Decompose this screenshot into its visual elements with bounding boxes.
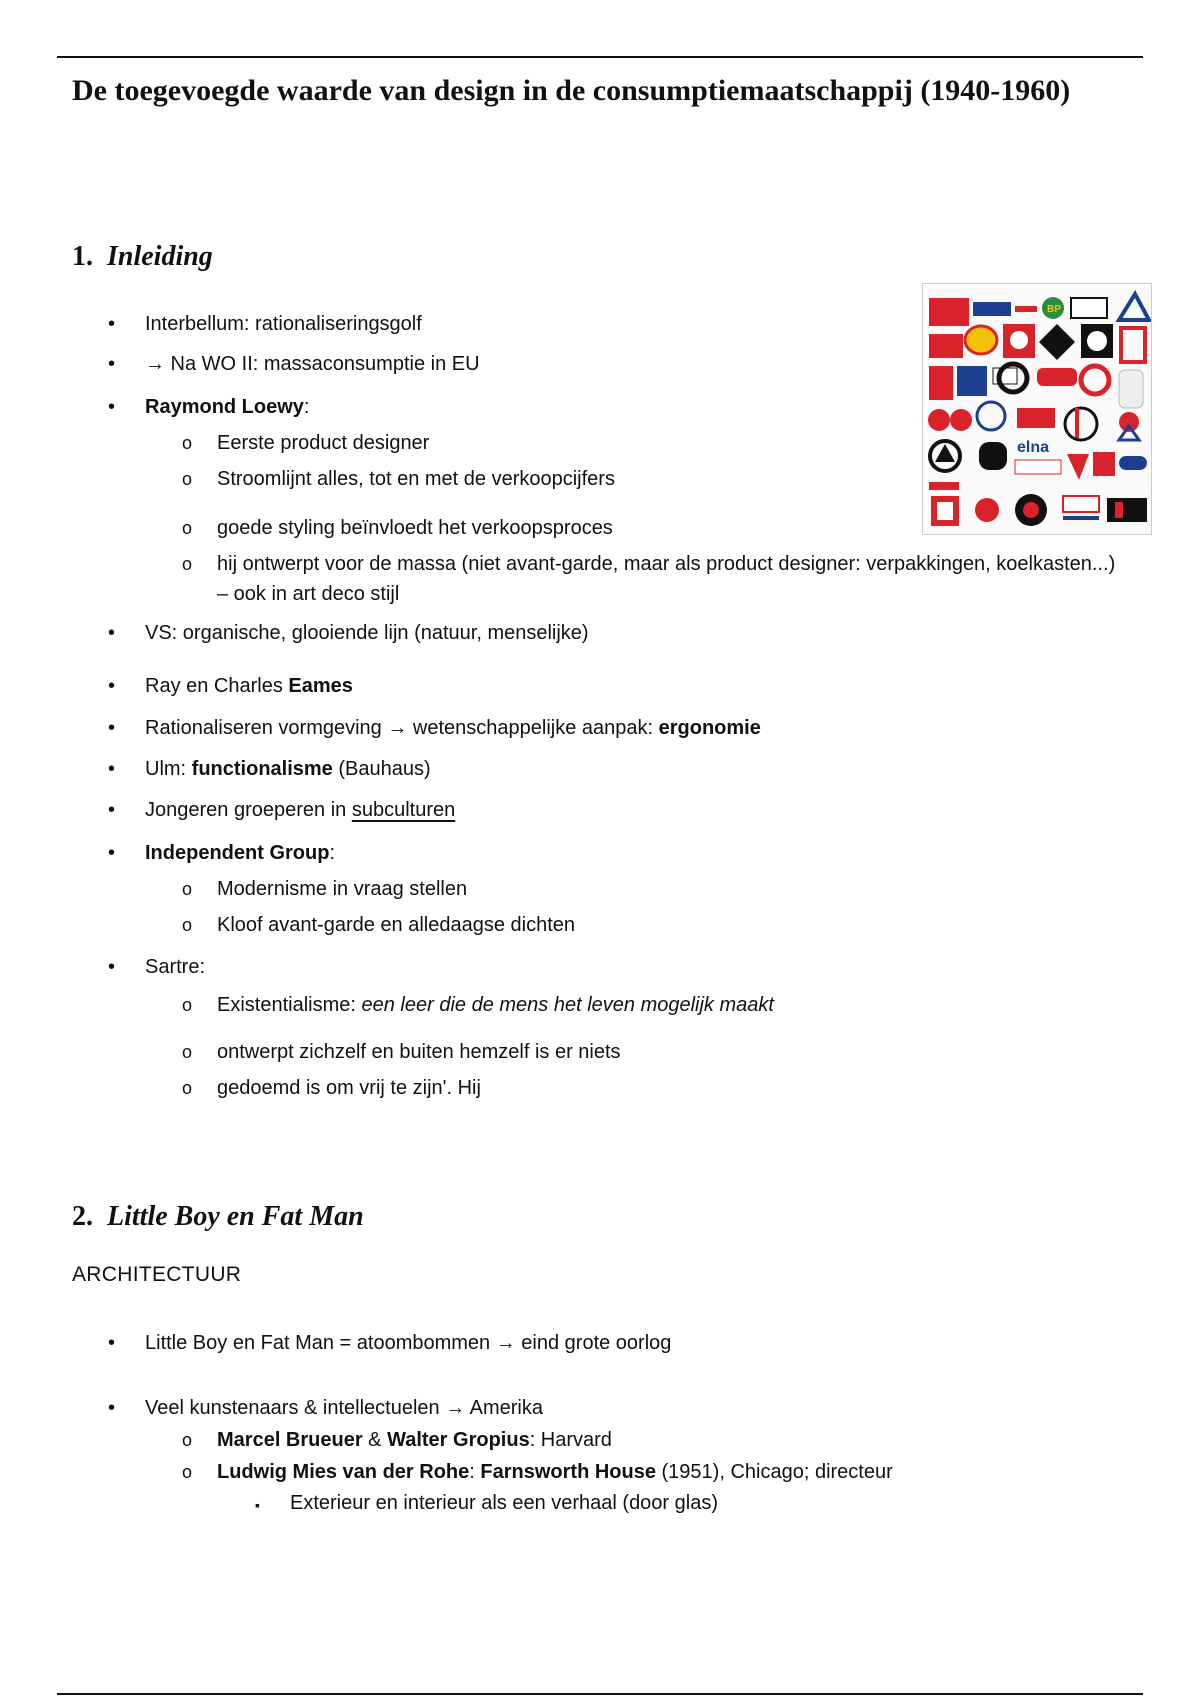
- s1-sub-kloof: Kloof avant-garde en alledaagse dichten: [217, 914, 576, 936]
- s1-item-ergonomie: [145, 714, 761, 742]
- eames-name: Eames: [288, 675, 353, 697]
- circle-bullet: o: [182, 995, 193, 1015]
- circle-bullet: o: [182, 879, 193, 899]
- s1-item-loewy: [145, 393, 309, 421]
- breuer-name: Marcel Brueuer: [217, 1429, 363, 1451]
- red-ring-logo: [1081, 366, 1109, 394]
- bullet-glyph: •: [108, 799, 116, 821]
- independent-group-name: Independent Group: [145, 842, 330, 864]
- v-logo: [1067, 454, 1089, 480]
- elna-logo-text: elna: [1017, 439, 1050, 456]
- ih-logo-i: [1115, 502, 1123, 518]
- functionalisme-term: functionalisme: [191, 758, 333, 780]
- ih-logo: [1107, 498, 1147, 522]
- bullet-glyph: •: [108, 353, 116, 375]
- s1-sub-styling: goede styling beïnvloedt het verkoopsproces: [217, 517, 613, 539]
- nb-logo: [977, 402, 1005, 430]
- mies-rest: (1951), Chicago; directeur: [655, 1461, 893, 1483]
- section-1-title: Inleiding: [107, 241, 213, 272]
- beepero-logo: [993, 368, 1017, 384]
- black-circle-logo-center: [1023, 502, 1039, 518]
- dots-logo: [1017, 408, 1055, 428]
- three-logo: [979, 442, 1007, 470]
- subculturen-term: subculturen: [351, 799, 456, 821]
- deky-logo: [1071, 298, 1107, 318]
- tree-logo-shape: [935, 444, 955, 462]
- protex-logo-circle: [1010, 331, 1028, 349]
- circle-bullet: o: [182, 1430, 193, 1450]
- bullet-glyph: •: [108, 313, 116, 335]
- one-logo-inner: [937, 502, 953, 520]
- gauge-logo: [1065, 408, 1097, 440]
- bp-logo-text: BP: [1047, 304, 1061, 315]
- s1-item-wo2: → Na WO II: massaconsumptie in EU: [145, 353, 480, 375]
- op-logo-p: [950, 409, 972, 431]
- eames-pre: Ray en Charles: [145, 675, 289, 697]
- red-dot-logo: [1119, 412, 1139, 432]
- s1-item-sartre: Sartre:: [145, 956, 206, 978]
- section-1-number: 1.: [72, 241, 93, 272]
- circle-bullet: o: [182, 915, 193, 935]
- loewy-colon: :: [303, 396, 310, 418]
- mies-colon: :: [469, 1461, 481, 1483]
- blue-pill-logo: [1119, 456, 1147, 470]
- circle-bullet: o: [182, 1078, 193, 1098]
- bottom-rule: [57, 1693, 1143, 1695]
- bullet-glyph: •: [108, 396, 116, 418]
- harvard-ampersand: &: [362, 1429, 388, 1451]
- top-rule: [57, 56, 1143, 58]
- mies-name: Ludwig Mies van der Rohe: [217, 1461, 470, 1483]
- s1-sub-eerste: Eerste product designer: [217, 432, 430, 454]
- section-2-heading: [72, 1200, 364, 1234]
- circle-bullet: o: [182, 1462, 193, 1482]
- twa-logo: [929, 298, 969, 326]
- existentialisme-pre: Existentialisme:: [217, 994, 362, 1016]
- s1-sub-stroomlijnt: Stroomlijnt alles, tot en met de verkoopcijfers: [217, 468, 615, 490]
- s1-sub-ontwerpt: ontwerpt zichzelf en buiten hemzelf is er niets: [217, 1041, 621, 1063]
- spar-logo: [929, 482, 959, 490]
- esso-logo: [1063, 496, 1099, 512]
- s2-sub-mies: [217, 1458, 893, 1486]
- esso-stripe: [1063, 516, 1099, 520]
- ergonomie-pre: Rationaliseren vormgeving → wetenschappelijke aanpak:: [145, 717, 659, 739]
- ergonomie-term: ergonomie: [658, 717, 761, 739]
- harvard-rest: : Harvard: [529, 1429, 612, 1451]
- s1-sub-existentialisme: [217, 991, 774, 1019]
- gauge-logo-needle: [1075, 408, 1079, 438]
- bullet-glyph: •: [108, 675, 116, 697]
- diamond-logo: [1039, 324, 1075, 360]
- triangle-logo: [1119, 294, 1149, 320]
- bullet-glyph: •: [108, 1397, 116, 1419]
- s1-sub-massa: hij ontwerpt voor de massa (niet avant-garde, maar als product designer: verpakkingen, koelkasten...) – ook in art deco stijl: [217, 553, 1116, 605]
- bullet-glyph: •: [108, 956, 116, 978]
- circle-bullet: o: [182, 1042, 193, 1062]
- corona-logo: [1015, 460, 1061, 474]
- bullet-glyph: •: [108, 758, 116, 780]
- red-block-logo: [929, 334, 963, 358]
- stripe-logo: [1015, 306, 1037, 312]
- section-1-heading: [72, 240, 213, 274]
- ulm-pre: Ulm:: [145, 758, 192, 780]
- s1-item-interbellum: Interbellum: rationaliseringsgolf: [145, 313, 422, 335]
- pill-logo: [1037, 368, 1077, 386]
- bullet-glyph: •: [108, 717, 116, 739]
- black-square-logo-circle: [1087, 331, 1107, 351]
- circle-bullet: o: [182, 518, 193, 538]
- s2-item-atoombommen: Little Boy en Fat Man = atoombommen → eind grote oorlog: [145, 1332, 672, 1354]
- loewy-name: Raymond Loewy: [145, 396, 304, 418]
- section-2-title: Little Boy en Fat Man: [107, 1201, 364, 1232]
- s1-item-subculturen: [145, 796, 455, 824]
- logo-collage-image: [922, 283, 1152, 535]
- s2-subsub-exterieur: Exterieur en interieur als een verhaal (door glas): [290, 1492, 718, 1514]
- architectuur-label: ARCHITECTUUR: [72, 1263, 242, 1286]
- circle-bullet: o: [182, 433, 193, 453]
- shell-logo: [965, 326, 997, 354]
- farnsworth-name: Farnsworth House: [480, 1461, 656, 1483]
- s1-sub-gedoemd: gedoemd is om vrij te zijn'. Hij: [217, 1077, 481, 1099]
- s1-item-independent-group: [145, 839, 335, 867]
- blue-f-logo: [957, 366, 987, 396]
- existentialisme-quote: een leer die de mens het leven mogelijk maakt: [361, 994, 774, 1016]
- w-logo: [1121, 328, 1145, 362]
- square-bullet: ▪: [255, 1497, 260, 1513]
- p-logo: [929, 366, 953, 400]
- section-2-number: 2.: [72, 1201, 93, 1232]
- gropius-name: Walter Gropius: [387, 1429, 530, 1451]
- s1-sub-modernisme: Modernisme in vraag stellen: [217, 878, 468, 900]
- s1-item-ulm: [145, 755, 431, 783]
- red-square-logo: [1093, 452, 1115, 476]
- subculturen-pre: Jongeren groeperen in: [145, 799, 352, 821]
- bottle-logo: [1119, 370, 1143, 408]
- bullet-glyph: •: [108, 622, 116, 644]
- crest-logo: [975, 498, 999, 522]
- circle-bullet: o: [182, 469, 193, 489]
- s2-item-amerika: Veel kunstenaars & intellectuelen → Amerika: [145, 1397, 543, 1419]
- ulm-post: (Bauhaus): [332, 758, 431, 780]
- circle-bullet: o: [182, 554, 193, 574]
- op-logo-o: [928, 409, 950, 431]
- united-logo: [973, 302, 1011, 316]
- s1-item-eames: [145, 672, 353, 700]
- bullet-glyph: •: [108, 1332, 116, 1354]
- document-title: De toegevoegde waarde van design in de consumptiemaatschappij (1940-1960): [72, 74, 1071, 107]
- independent-group-colon: :: [329, 842, 335, 864]
- s1-item-vs: VS: organische, glooiende lijn (natuur, menselijke): [145, 622, 589, 644]
- bullet-glyph: •: [108, 842, 116, 864]
- s2-sub-harvard: [217, 1426, 612, 1454]
